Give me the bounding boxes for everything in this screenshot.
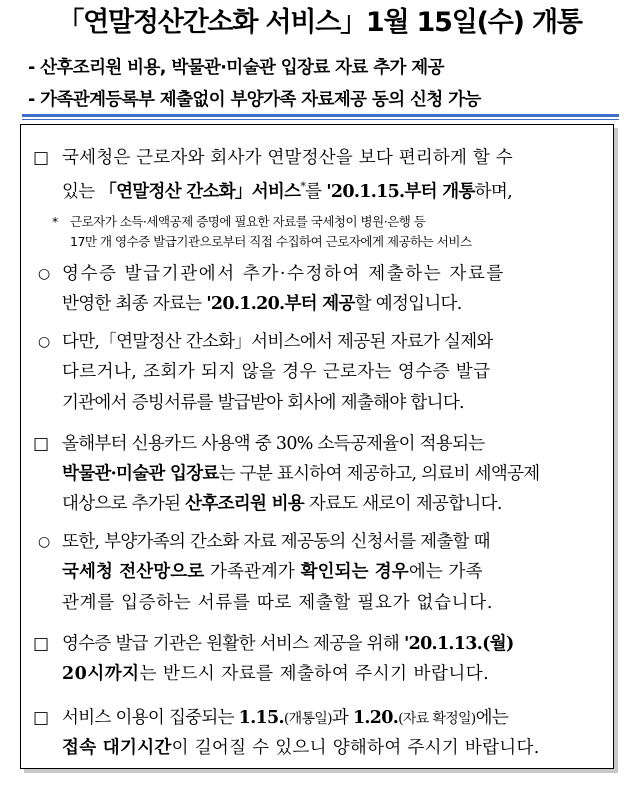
- s1-line-1: 국세청은 근로자와 회사가 연말정산을 보다 편리하게 할 수: [62, 148, 513, 168]
- footnote-mark: *: [300, 180, 306, 193]
- subtitle-2: - 가족관계등록부 제출없이 부양가족 자료제공 동의 신청 가능: [28, 90, 481, 110]
- s2-line-2: [62, 462, 639, 486]
- s1-c1-line-2: [62, 292, 639, 316]
- text: 할 예정입니다.: [354, 294, 462, 314]
- subtitle-1: - 산후조리원 비용, 박물관·미술관 입장료 자료 추가 제공: [28, 58, 444, 78]
- footnote-line-2: 17만 개 영수증 발급기관으로부터 직접 수집하여 근로자에게 제공하는 서비스: [70, 234, 472, 249]
- footnote-asterisk: *: [52, 214, 58, 229]
- museum-fee: 박물관·미술관 입장료: [62, 464, 219, 484]
- text: 가족관계가: [204, 562, 301, 582]
- s1-line-2: [62, 175, 622, 204]
- s1-c2-line-1: 다만,「연말정산 간소화」서비스에서 제공된 자료가 실제와: [62, 332, 493, 352]
- deadline-date: '20.1.13.(월): [403, 634, 514, 654]
- square-bullet: □: [33, 434, 50, 454]
- text: 대상으로 추가된: [62, 494, 186, 514]
- s2-line-3: [62, 492, 639, 516]
- open-date: 1.15.: [238, 708, 284, 728]
- circle-bullet: ○: [38, 266, 51, 282]
- divider-thin: [22, 119, 619, 120]
- text: 이 길어질 수 있으니 양해하여 주시기 바랍니다.: [171, 738, 540, 758]
- s1-c1-line-1: 영수증 발급기관에서 추가·수정하여 제출하는 자료를: [62, 264, 505, 284]
- text: 있는: [62, 181, 100, 202]
- s4-line-1: [62, 706, 639, 731]
- circle-bullet: ○: [38, 334, 51, 350]
- square-bullet: □: [33, 708, 50, 728]
- final-date: '20.1.20.부터 제공: [206, 294, 355, 314]
- s3-line-2: [62, 662, 639, 686]
- text: 에는: [475, 708, 508, 728]
- s2-c1-line-3: 관계를 입증하는 서류를 따로 제출할 필요가 없습니다.: [62, 593, 494, 613]
- deadline-time: 20시까지: [62, 664, 140, 684]
- s1-c2-line-2: 다르거나, 조회가 되지 않을 경우 근로자는 영수증 발급: [62, 362, 491, 382]
- text: 반영한 최종 자료는: [62, 294, 207, 314]
- text: 과: [331, 708, 353, 728]
- square-bullet: □: [33, 634, 50, 654]
- text: 는 반드시 자료를 제출하여 주시기 바랍니다.: [139, 664, 490, 684]
- s2-line-1: 올해부터 신용카드 사용액 중 30% 소득공제율이 적용되는: [62, 434, 485, 454]
- text: 하며,: [474, 181, 512, 202]
- service-name: 「연말정산 간소화」서비스: [99, 181, 301, 202]
- text: 를: [305, 181, 327, 202]
- page-title: 「연말정산간소화 서비스」1월 15일(수) 개통: [57, 7, 582, 38]
- text: (개통일): [283, 711, 332, 727]
- text: 서비스 이용이 집중되는: [62, 708, 239, 728]
- footnote-line-1: 근로자가 소득·세액공제 증명에 필요한 자료를 국세청이 병원·은행 등: [70, 214, 426, 229]
- divider-thick: [22, 114, 619, 117]
- text: (자료 확정일): [398, 711, 476, 727]
- wait-time: 접속 대기시간: [62, 738, 172, 758]
- circle-bullet: ○: [38, 534, 51, 550]
- s2-c1-line-1: 또한, 부양가족의 간소화 자료 제공동의 신청서를 제출할 때: [62, 532, 490, 552]
- s4-line-2: [62, 736, 639, 760]
- nts-network: 국세청 전산망으로: [62, 562, 205, 582]
- s3-line-1: [62, 632, 639, 656]
- launch-date: '20.1.15.부터 개통: [326, 181, 475, 202]
- square-bullet: □: [33, 148, 50, 168]
- s1-c2-line-3: 기관에서 증빙서류를 발급받아 회사에 제출해야 합니다.: [62, 393, 464, 413]
- text: 에는 가족: [408, 562, 483, 582]
- text: 는 구분 표시하여 제공하고, 의료비 세액공제: [218, 464, 540, 484]
- postnatal-cost: 산후조리원 비용: [185, 494, 304, 514]
- text: 영수증 발급 기관은 원활한 서비스 제공을 위해: [62, 634, 404, 654]
- text: 자료도 새로이 제공합니다.: [304, 494, 502, 514]
- confirm-date: 1.20.: [352, 708, 399, 728]
- verified-case: 확인되는 경우: [300, 562, 409, 582]
- s2-c1-line-2: [62, 560, 639, 584]
